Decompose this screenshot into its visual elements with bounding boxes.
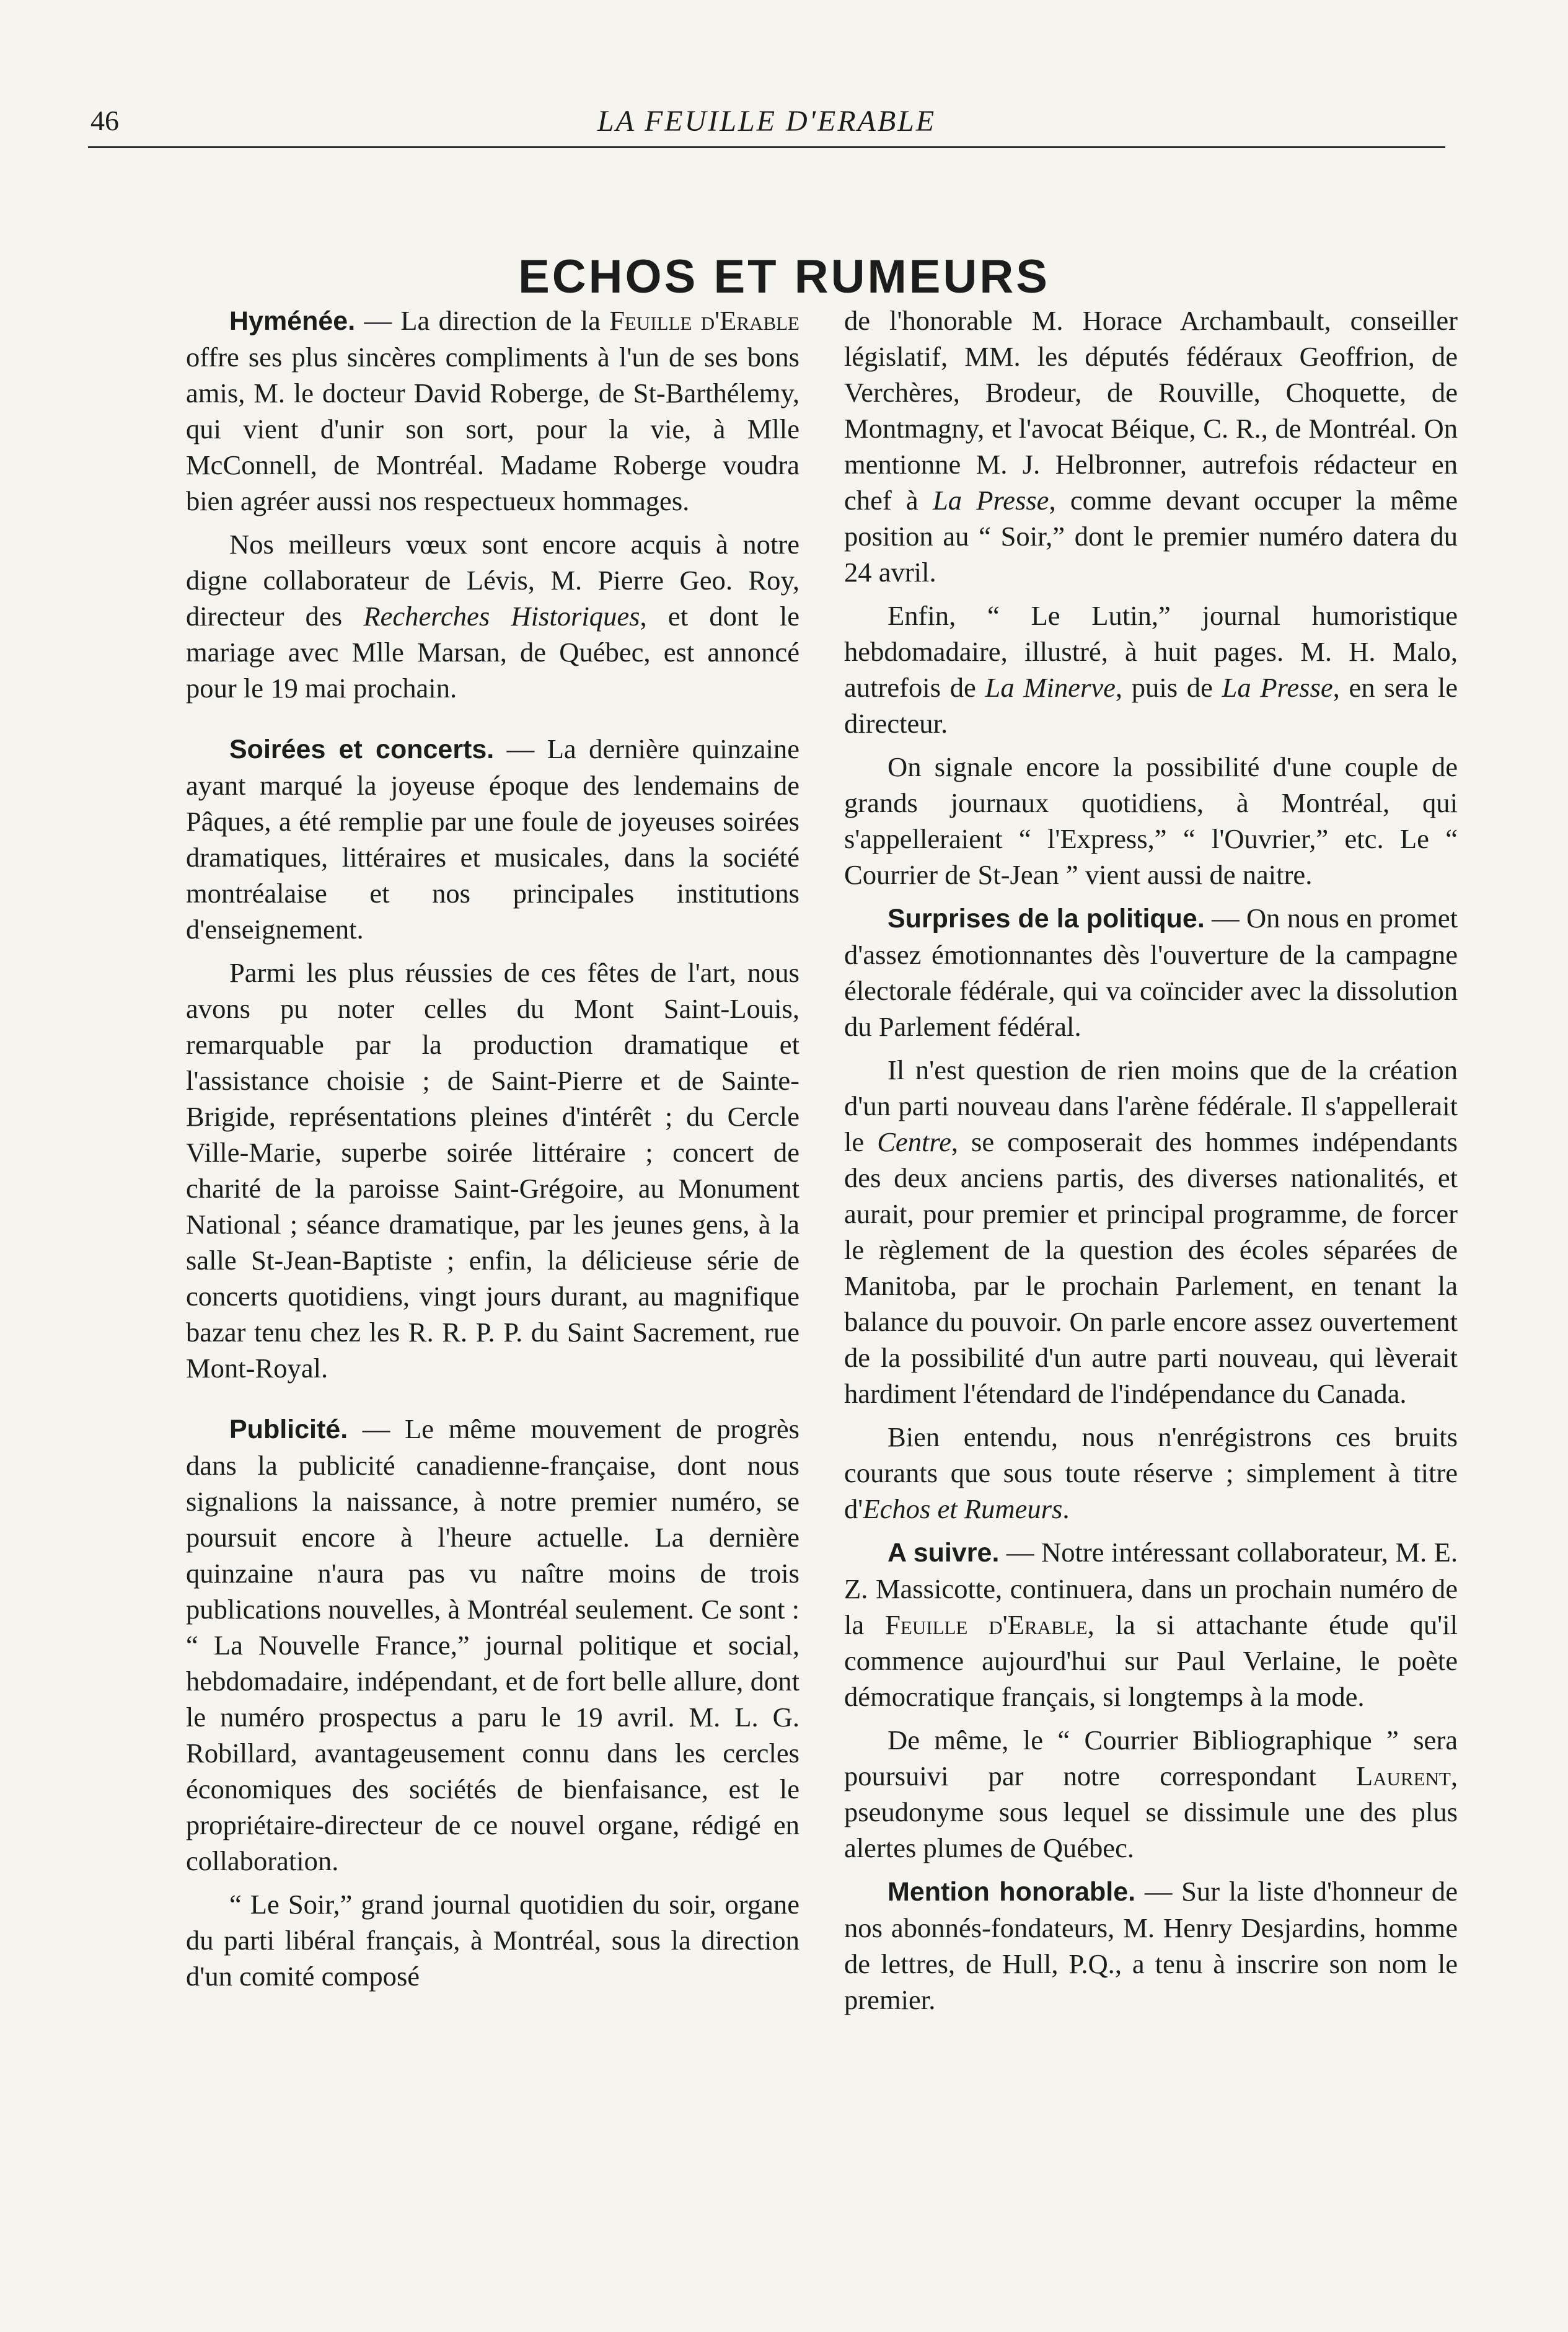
asuivre-text-b: , la si attachante étude qu'il commence aujourd'hui sur Paul Verlaine, le poète démocratique français, si longtemps à la mode.	[844, 1609, 1458, 1712]
surprises-text: — On nous en promet d'assez émotionnantes dès l'ouverture de la campagne électorale fédérale, qui va coïncider avec la dissolution du Parlement fédéral.	[844, 903, 1458, 1042]
header-rule	[88, 146, 1445, 148]
lutin-text-mid: , puis de	[1115, 672, 1222, 703]
mention-text: — Sur la liste d'honneur de nos abonnés-fondateurs, M. Henry Desjardins, homme de lettres, de Hull, P.Q., a tenu à inscrire son nom le premier.	[844, 1876, 1458, 2015]
surprises3-title: Echos et Rumeurs	[863, 1493, 1063, 1524]
surprises-paragraph-3	[844, 1419, 1458, 1527]
continued-text-a: de l'honorable M. Horace Archambault, conseiller législatif, MM. les députés fédéraux Geoffrion, de Verchères, Brodeur, de Rouville, Choquette, de Montmagny, et l'avocat Béique, C. R., de Montréal. On mentionne M. J. Helbronner, autrefois rédacteur en chef à	[844, 305, 1458, 516]
journaux-paragraph: On signale encore la possibilité d'une couple de grands journaux quotidiens, à Montréal, qui s'appelleraient “ l'Express,” “ l'Ouvrier,” etc. Le “ Courrier de St-Jean ” vient aussi de naitre.	[844, 751, 1458, 890]
lutin-publication-2: La Presse	[1222, 672, 1333, 703]
surprises-paragraph-2	[844, 1052, 1458, 1411]
continued-paragraph	[844, 303, 1458, 590]
surprises-paragraph	[844, 900, 1458, 1045]
continued-publication: La Presse	[932, 485, 1049, 516]
page-number: 46	[90, 105, 119, 136]
soirees-paragraph	[186, 731, 799, 947]
asuivre-text-a: — Notre intéressant collaborateur, M. E. Z. Massicotte, continuera, dans un prochain numéro de la	[844, 1537, 1458, 1640]
hymenee-journal-name: Feuille d'Erable	[609, 305, 799, 336]
section-title: ECHOS ET RUMEURS	[518, 250, 1050, 303]
running-head	[88, 104, 1445, 148]
asuivre2-text-a: De même, le “ Courrier Bibliographique ” sera poursuivi par notre correspondant	[844, 1725, 1458, 1791]
left-column	[186, 303, 799, 2002]
asuivre-paragraph-2	[844, 1722, 1458, 1866]
asuivre2-pseudonym: Laurent	[1355, 1760, 1451, 1791]
hymenee-heading: Hyménée.	[229, 306, 356, 336]
hymenee-text-b: offre ses plus sincères compliments à l'un de ses bons amis, M. le docteur David Roberge, de St-Barthélemy, qui vient d'unir son sort, pour la vie, à Mlle McConnell, de Montréal. Madame Roberge voudra bien agréer aussi nos respectueux hommages.	[186, 342, 799, 516]
surprises2-text-a: Il n'est question de rien moins que de la création d'un parti nouveau dans l'arène fédérale. Il s'appellerait le	[844, 1054, 1458, 1157]
hymenee2-text-a: Nos meilleurs vœux sont encore acquis à notre digne collaborateur de Lévis, M. Pierre Geo. Roy, directeur des	[186, 529, 799, 632]
lutin-paragraph	[844, 598, 1458, 741]
hymenee2-publication: Recherches Historiques	[363, 601, 640, 632]
continued-text-b: , comme devant occuper la même position au “ Soir,” dont le premier numéro datera du 24 avril.	[844, 485, 1458, 588]
hymenee2-text-b: , et dont le mariage avec Mlle Marsan, de Québec, est annoncé pour le 19 mai prochain.	[186, 601, 799, 704]
asuivre2-text-b: , pseudonyme sous lequel se dissimule une des plus alertes plumes de Québec.	[844, 1760, 1458, 1863]
hymenee-paragraph-2	[186, 526, 799, 706]
publicite-text: — Le même mouvement de progrès dans la publicité canadienne-française, dont nous signalions la naissance, à notre premier numéro, se poursuit encore à l'heure actuelle. La dernière quinzaine n'aura pas vu naître moins de trois publications nouvelles, à Montréal seulement. Ce sont : “ La Nouvelle France,” journal politique et social, hebdomadaire, indépendant, et de fort belle allure, dont le numéro prospectus a paru le 19 avril. M. L. G. Robillard, avantageusement connu dans les cercles économiques des sociétés de bienfaisance, est le propriétaire-directeur de ce nouvel organe, rédigé en collaboration.	[186, 1413, 799, 1876]
right-column	[844, 303, 1458, 2025]
surprises2-text-b: , se composerait des hommes indépendants des deux anciens partis, des diverses nationalités, et aurait, pour premier et principal programme, de forcer le règlement de la question des écoles séparées de Manitoba, par le prochain Parlement, en tenant la balance du pouvoir. On parle encore assez ouvertement de la possibilité d'un autre parti nouveau, qui lèverait hardiment l'étendard de l'indépendance du Canada.	[844, 1126, 1458, 1409]
soirees-heading: Soirées et concerts.	[229, 735, 495, 764]
surprises3-text-a: Bien entendu, nous n'enrégistrons ces bruits courants que sous toute réserve ; simplement à titre d'	[844, 1421, 1458, 1524]
soirees-text: — La dernière quinzaine ayant marqué la joyeuse époque des lendemains de Pâques, a été remplie par une foule de joyeuses soirées dramatiques, littéraires et musicales, dans la société montréalaise et nos principales institutions d'enseignement.	[186, 733, 799, 945]
mention-heading: Mention honorable.	[888, 1877, 1136, 1907]
mention-paragraph	[844, 1873, 1458, 2018]
publicite-heading: Publicité.	[229, 1415, 348, 1444]
hymenee-paragraph	[186, 303, 799, 519]
asuivre-paragraph	[844, 1534, 1458, 1715]
lutin-text-a: Enfin, “ Le Lutin,” journal humoristique hebdomadaire, illustré, à huit pages. M. H. Malo, autrefois de	[844, 600, 1458, 703]
publicite-paragraph-2: “ Le Soir,” grand journal quotidien du soir, organe du parti libéral français, à Montréal, sous la direction d'un comité composé	[186, 1889, 799, 1992]
publicite-paragraph	[186, 1411, 799, 1879]
soirees-paragraph-2: Parmi les plus réussies de ces fêtes de l'art, nous avons pu noter celles du Mont Saint-Louis, remarquable par la production dramatique et l'assistance choisie ; de Saint-Pierre et de Sainte-Brigide, représentations pleines d'intérêt ; du Cercle Ville-Marie, superbe soirée littéraire ; concert de charité de la paroisse Saint-Grégoire, au Monument National ; séance dramatique, par les jeunes gens, à la salle St-Jean-Baptiste ; enfin, la délicieuse série de concerts quotidiens, vingt jours durant, au magnifique bazar tenu chez les R. R. P. P. du Saint Sacrement, rue Mont-Royal.	[186, 957, 799, 1384]
asuivre-heading: A suivre.	[888, 1538, 1000, 1568]
surprises2-party-name: Centre	[877, 1126, 951, 1157]
surprises-heading: Surprises de la politique.	[888, 904, 1205, 934]
lutin-text-b: , en sera le directeur.	[844, 672, 1458, 739]
asuivre-journal-name: Feuille d'Erable	[885, 1609, 1088, 1640]
hymenee-text-a: — La direction de la	[355, 305, 610, 336]
journal-title: LA FEUILLE D'ERABLE	[597, 105, 936, 138]
lutin-publication-1: La Minerve	[985, 672, 1116, 703]
surprises3-text-b: .	[1062, 1493, 1070, 1524]
